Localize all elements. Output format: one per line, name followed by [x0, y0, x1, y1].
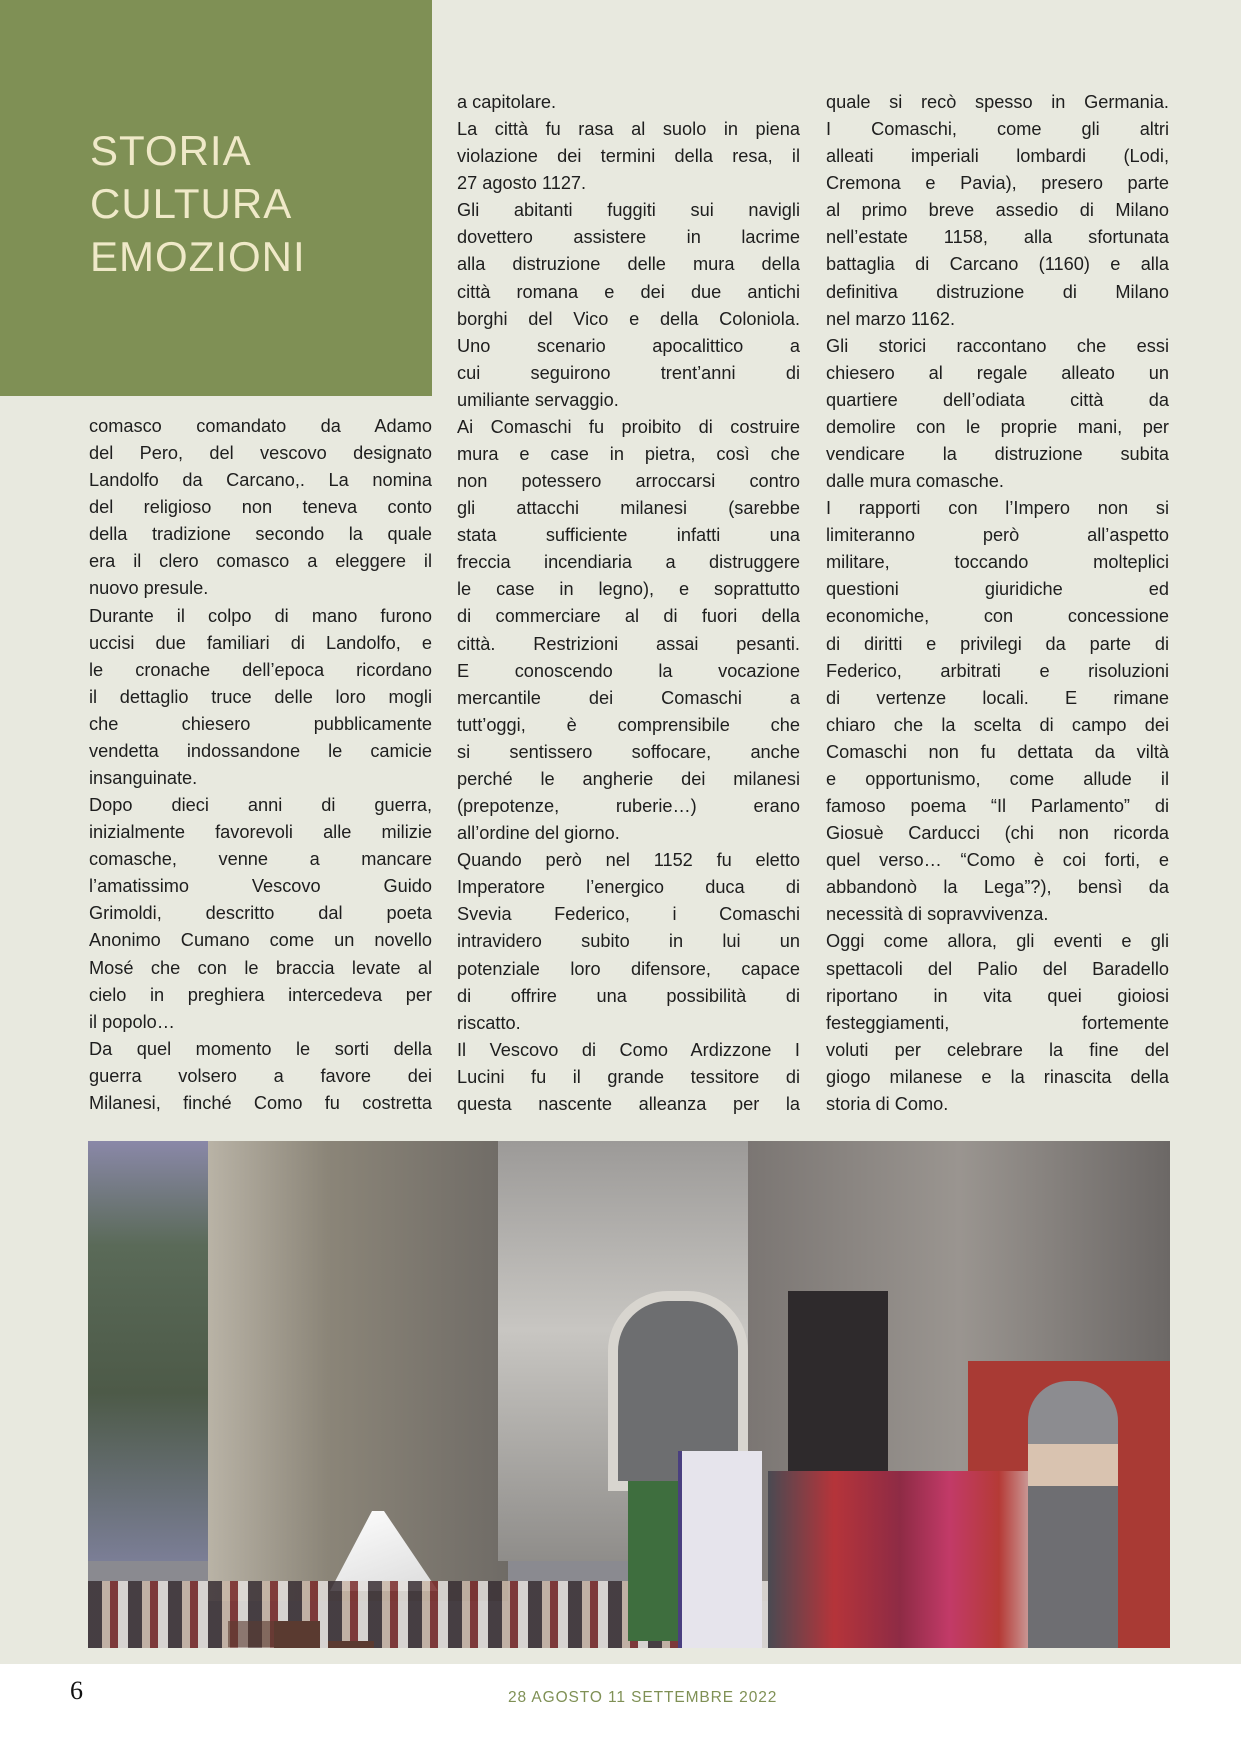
text-line: città. Restrizioni assai pesanti.	[457, 633, 800, 654]
text-line: La città fu rasa al suolo in piena	[457, 119, 800, 140]
text-line: Mosé che con le braccia levate al	[89, 957, 432, 978]
article-column-2	[457, 89, 800, 1118]
text-line: militare, toccando molteplici	[826, 552, 1169, 573]
text-line: perché le angherie dei milanesi	[457, 768, 800, 789]
text-line: e opportunismo, come allude il	[826, 768, 1169, 789]
photo-building-left	[208, 1141, 508, 1601]
footer-date-range: 28 AGOSTO 11 SETTEMBRE 2022	[508, 1689, 778, 1706]
text-line: l’amatissimo Vescovo Guido	[89, 876, 432, 897]
title-line: STORIA	[90, 127, 252, 174]
text-line: era il clero comasco a eleggere il	[89, 551, 432, 572]
photo-helmeted-guard	[1028, 1381, 1118, 1648]
title-line: EMOZIONI	[90, 233, 306, 280]
text-line: (prepotenze, ruberie…) erano	[457, 796, 800, 817]
text-line: violazione dei termini della resa, il	[457, 146, 800, 167]
text-line: insanguinate.	[89, 768, 198, 789]
photo-flag-dancer	[274, 1621, 320, 1648]
text-line: non potessero arroccarsi contro	[457, 471, 800, 492]
text-line: comasche, venne a mancare	[89, 849, 432, 870]
text-line: di diritti e privilegi da parte di	[826, 633, 1169, 654]
text-line: guerra volsero a favore dei	[89, 1065, 432, 1086]
text-line: demolire con le proprie mani, per	[826, 416, 1169, 437]
text-line: E conoscendo la vocazione	[457, 660, 800, 681]
photo-flag-dancer	[328, 1641, 374, 1648]
text-line: Grimoldi, descritto dal poeta	[89, 903, 432, 924]
text-line: le cronache dell’epoca ricordano	[89, 659, 432, 680]
text-line: Da quel momento le sorti della	[89, 1038, 432, 1059]
text-line: abbandonò la Lega”?), bensì da	[826, 877, 1169, 898]
text-line: vendicare la distruzione subita	[826, 444, 1169, 465]
text-line: gli attacchi milanesi (sarebbe	[457, 498, 800, 519]
text-line: Gli abitanti fuggiti sui navigli	[457, 200, 800, 221]
page-number: 6	[70, 1676, 83, 1705]
text-line: definitiva distruzione di Milano	[826, 281, 1169, 302]
text-line: a capitolare.	[457, 92, 557, 112]
text-line: storia di Como.	[826, 1093, 949, 1114]
text-line: I Comaschi, come gli altri	[826, 119, 1169, 140]
text-line: di commerciare al di fuori della	[457, 606, 800, 627]
text-line: le case in legno), e soprattutto	[457, 579, 800, 600]
text-line: Comaschi non fu dettata da viltà	[826, 741, 1169, 762]
text-line: I rapporti con l’Impero non si	[826, 498, 1169, 519]
text-line: Gli storici raccontano che essi	[826, 335, 1169, 356]
text-line: Uno scenario apocalittico a	[457, 335, 800, 356]
text-line: dalle mura comasche.	[826, 471, 1004, 492]
text-line: festeggiamenti, fortemente	[826, 1012, 1169, 1033]
text-line: alla distruzione delle mura della	[457, 254, 800, 275]
text-line: Cremona e Pavia), presero parte	[826, 173, 1169, 194]
text-line: di offrire una possibilità di	[457, 985, 800, 1006]
text-line: Svevia Federico, i Comaschi	[457, 904, 800, 925]
text-line: Giosuè Carducci (chi non ricorda	[826, 823, 1169, 844]
text-line: questa nascente alleanza per la	[457, 1093, 800, 1114]
text-line: del Pero, del vescovo designato	[89, 443, 432, 464]
text-line: necessità di sopravvivenza.	[826, 904, 1049, 925]
text-line: mura e case in pietra, così che	[457, 444, 800, 465]
text-line: stata sufficiente infatti una	[457, 525, 800, 546]
text-line: della tradizione secondo la quale	[89, 524, 432, 545]
text-line: giogo milanese e la rinascita della	[826, 1066, 1169, 1087]
text-line: Milanesi, finché Como fu costretta	[89, 1092, 432, 1113]
text-line: Dopo dieci anni di guerra,	[89, 795, 432, 816]
text-line: battaglia di Carcano (1160) e alla	[826, 254, 1169, 275]
title-line: CULTURA	[90, 180, 293, 227]
photo-green-flag	[628, 1481, 678, 1641]
text-line: voluti per celebrare la fine del	[826, 1039, 1169, 1060]
article-column-3	[826, 89, 1169, 1118]
text-line: cui seguirono trent’anni di	[457, 362, 800, 383]
text-line: Il Vescovo di Como Ardizzone I	[457, 1039, 800, 1060]
text-line: Imperatore l’energico duca di	[457, 877, 800, 898]
text-line: all’ordine del giorno.	[457, 823, 620, 844]
text-line: cielo in preghiera intercedeva per	[89, 984, 432, 1005]
text-line: spettacoli del Palio del Baradello	[826, 958, 1169, 979]
text-line: nuovo presule.	[89, 578, 209, 599]
text-line: Anonimo Cumano come un novello	[89, 930, 432, 951]
text-line: uccisi due familiari di Landolfo, e	[89, 632, 432, 653]
text-line: quartiere dell’odiata città da	[826, 389, 1169, 410]
text-line: famoso poema “Il Parlamento” di	[826, 796, 1169, 817]
text-line: vendetta indossandone le camicie	[89, 740, 432, 761]
text-line: umiliante servaggio.	[457, 389, 619, 410]
photo-white-flag	[678, 1451, 762, 1648]
text-line: 27 agosto 1127.	[457, 173, 587, 194]
text-line: il dettaglio truce delle loro mogli	[89, 686, 432, 707]
text-line: Landolfo da Carcano,. La nomina	[89, 470, 432, 491]
section-title	[90, 124, 306, 283]
text-line: il popolo…	[89, 1011, 175, 1032]
section-title-box	[0, 0, 432, 396]
text-line: Federico, arbitrati e risoluzioni	[826, 660, 1169, 681]
palio-photo	[88, 1141, 1170, 1648]
text-line: Durante il colpo di mano furono	[89, 605, 432, 626]
text-line: borghi del Vico e della Coloniola.	[457, 308, 800, 329]
text-line: al primo breve assedio di Milano	[826, 200, 1169, 221]
text-line: che chiesero pubblicamente	[89, 713, 432, 734]
text-line: si sentissero soffocare, anche	[457, 741, 800, 762]
text-line: inizialmente favorevoli alle milizie	[89, 822, 432, 843]
text-line: freccia incendiaria a distruggere	[457, 552, 800, 573]
photo-dark-banner	[788, 1291, 888, 1481]
text-line: di vertenze locali. E rimane	[826, 687, 1169, 708]
text-line: questioni giuridiche ed	[826, 579, 1169, 600]
text-line: Quando però nel 1152 fu eletto	[457, 850, 800, 871]
text-line: alleati imperiali lombardi (Lodi,	[826, 146, 1169, 167]
text-line: del religioso non teneva conto	[89, 497, 432, 518]
text-line: potenziale loro difensore, capace	[457, 958, 800, 979]
text-line: mercantile dei Comaschi a	[457, 687, 800, 708]
text-line: Lucini fu il grande tessitore di	[457, 1066, 800, 1087]
text-line: città romana e dei due antichi	[457, 281, 800, 302]
text-line: riportano in vita quei gioiosi	[826, 985, 1169, 1006]
text-line: tutt’oggi, è comprensibile che	[457, 714, 800, 735]
text-line: economiche, con concessione	[826, 606, 1169, 627]
text-line: nel marzo 1162.	[826, 308, 956, 329]
text-line: intravidero subito in lui un	[457, 931, 800, 952]
text-line: quale si recò spesso in Germania.	[826, 92, 1169, 112]
text-line: chiesero al regale alleato un	[826, 362, 1169, 383]
text-line: quel verso… “Como è coi forti, e	[826, 850, 1169, 871]
text-line: comasco comandato da Adamo	[89, 416, 432, 436]
text-line: dovettero assistere in lacrime	[457, 227, 800, 248]
text-line: riscatto.	[457, 1012, 521, 1033]
text-line: Ai Comaschi fu proibito di costruire	[457, 416, 800, 437]
article-column-1	[89, 413, 432, 1117]
text-line: Oggi come allora, gli eventi e gli	[826, 931, 1169, 952]
photo-flag-dancer	[228, 1621, 274, 1648]
text-line: limiteranno però all’aspetto	[826, 525, 1169, 546]
text-line: nell’estate 1158, alla sfortunata	[826, 227, 1169, 248]
photo-hillside	[88, 1141, 218, 1561]
text-line: chiaro che la scelta di campo dei	[826, 714, 1169, 735]
